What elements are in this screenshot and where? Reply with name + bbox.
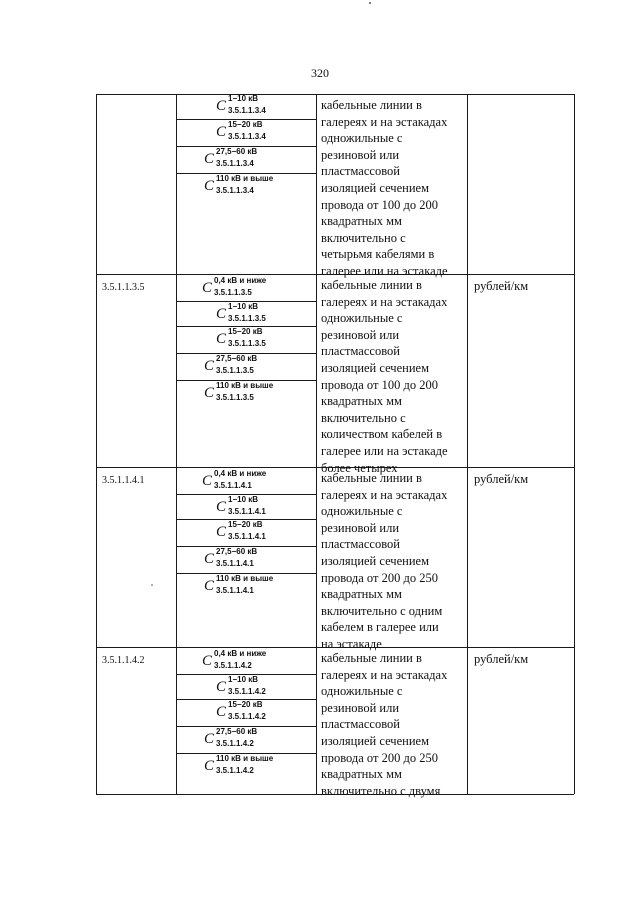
voltage-symbol bbox=[204, 755, 304, 779]
symbol-c: C bbox=[216, 306, 227, 322]
row-description bbox=[321, 97, 467, 280]
scan-speck bbox=[369, 2, 371, 4]
description-line: резиновой или bbox=[321, 327, 400, 342]
description-line: изоляцией сечением bbox=[321, 733, 429, 748]
symbol-subscript: 3.5.1.1.3.5 bbox=[214, 288, 252, 297]
symbol-superscript: 1−10 кВ bbox=[228, 94, 259, 103]
symbol-superscript: 27,5−60 кВ bbox=[216, 547, 258, 556]
symbol-subscript: 3.5.1.1.3.5 bbox=[216, 366, 254, 375]
symbol-subscript: 3.5.1.1.3.4 bbox=[216, 186, 254, 195]
row-unit: рублей/км bbox=[474, 472, 529, 486]
symbol-c: C bbox=[204, 731, 215, 747]
voltage-symbol bbox=[216, 496, 316, 520]
symbol-subscript: 3.5.1.1.3.4 bbox=[228, 132, 266, 141]
voltage-symbol bbox=[204, 548, 304, 572]
description-line: более четырех bbox=[321, 460, 398, 475]
description-line: включительно с двумя bbox=[321, 783, 441, 798]
description-line: одножильные с bbox=[321, 504, 403, 519]
row-description bbox=[321, 470, 467, 653]
description-line: квадратных мм bbox=[321, 587, 402, 602]
symbol-superscript: 27,5−60 кВ bbox=[216, 147, 258, 156]
row-description bbox=[321, 650, 467, 799]
description-line: четырьмя кабелями в bbox=[321, 247, 435, 262]
voltage-symbol bbox=[216, 701, 316, 725]
table-column-line bbox=[176, 94, 177, 794]
description-line: резиновой или bbox=[321, 520, 400, 535]
voltage-symbol bbox=[216, 95, 316, 119]
voltage-symbol bbox=[216, 121, 316, 145]
tariff-table bbox=[96, 94, 574, 798]
symbol-superscript: 15−20 кВ bbox=[228, 120, 263, 129]
description-line: кабельные линии в bbox=[321, 98, 422, 112]
description-line: пластмассовой bbox=[321, 164, 400, 179]
description-line: галереях и на эстакадах bbox=[321, 487, 448, 502]
description-line: включительно с одним bbox=[321, 603, 443, 618]
description-line: галереях и на эстакадах bbox=[321, 114, 448, 129]
symbol-superscript: 15−20 кВ bbox=[228, 700, 263, 709]
page-number: 320 bbox=[311, 66, 329, 80]
symbol-c: C bbox=[202, 653, 213, 669]
description-line: галереях и на эстакадах bbox=[321, 294, 448, 309]
symbol-superscript: 27,5−60 кВ bbox=[216, 354, 258, 363]
symbol-c: C bbox=[216, 331, 227, 347]
description-line: на эстакаде bbox=[321, 636, 382, 651]
symbol-superscript: 110 кВ и выше bbox=[216, 754, 274, 763]
symbol-c: C bbox=[204, 151, 215, 167]
description-line: пластмассовой bbox=[321, 717, 400, 732]
description-line: пластмассовой bbox=[321, 344, 400, 359]
voltage-symbol bbox=[202, 277, 302, 301]
symbol-c: C bbox=[216, 98, 227, 114]
symbol-c: C bbox=[204, 385, 215, 401]
table-column-line bbox=[574, 94, 575, 794]
symbol-c: C bbox=[216, 524, 227, 540]
symbol-superscript: 15−20 кВ bbox=[228, 327, 263, 336]
symbol-c: C bbox=[204, 358, 215, 374]
symbol-superscript: 0,4 кВ и ниже bbox=[214, 276, 267, 285]
description-line: провода от 100 до 200 bbox=[321, 377, 438, 392]
description-line: провода от 200 до 250 bbox=[321, 750, 438, 765]
symbol-subscript: 3.5.1.1.3.4 bbox=[228, 106, 266, 115]
description-line: одножильные с bbox=[321, 311, 403, 326]
symbol-c: C bbox=[204, 758, 215, 774]
symbol-subscript: 3.5.1.1.4.2 bbox=[228, 712, 266, 721]
voltage-symbol bbox=[204, 575, 304, 599]
description-line: галерее или на эстакаде bbox=[321, 443, 448, 458]
description-line: количеством кабелей в bbox=[321, 427, 443, 442]
description-line: резиновой или bbox=[321, 700, 400, 715]
symbol-superscript: 1−10 кВ bbox=[228, 302, 259, 311]
description-line: резиновой или bbox=[321, 147, 400, 162]
voltage-symbol bbox=[204, 148, 304, 172]
symbol-superscript: 1−10 кВ bbox=[228, 675, 259, 684]
symbol-subscript: 3.5.1.1.4.1 bbox=[228, 507, 266, 516]
description-line: одножильные с bbox=[321, 684, 403, 699]
description-line: квадратных мм bbox=[321, 214, 402, 229]
symbol-superscript: 110 кВ и выше bbox=[216, 574, 274, 583]
symbol-c: C bbox=[216, 679, 227, 695]
description-line: включительно с bbox=[321, 230, 406, 245]
voltage-symbol bbox=[204, 728, 304, 752]
description-line: провода от 100 до 200 bbox=[321, 197, 438, 212]
table-column-line bbox=[96, 94, 97, 794]
description-line: изоляцией сечением bbox=[321, 360, 429, 375]
symbol-c: C bbox=[216, 499, 227, 515]
description-line: галерее или на эстакаде bbox=[321, 263, 448, 278]
description-line: включительно с bbox=[321, 410, 406, 425]
symbol-subscript: 3.5.1.1.4.1 bbox=[216, 586, 254, 595]
description-line: кабелем в галерее или bbox=[321, 620, 439, 635]
symbol-superscript: 1−10 кВ bbox=[228, 495, 259, 504]
symbol-subscript: 3.5.1.1.3.5 bbox=[228, 339, 266, 348]
row-unit: рублей/км bbox=[474, 279, 529, 293]
table-row-line bbox=[96, 94, 574, 95]
symbol-subscript: 3.5.1.1.4.2 bbox=[214, 661, 252, 670]
description-line: галереях и на эстакадах bbox=[321, 667, 448, 682]
row-unit: рублей/км bbox=[474, 652, 529, 666]
table-column-line bbox=[316, 94, 317, 794]
symbol-superscript: 15−20 кВ bbox=[228, 520, 263, 529]
description-line: кабельные линии в bbox=[321, 278, 422, 292]
description-line: пластмассовой bbox=[321, 537, 400, 552]
symbol-superscript: 110 кВ и выше bbox=[216, 381, 274, 390]
symbol-superscript: 0,4 кВ и ниже bbox=[214, 469, 267, 478]
description-line: изоляцией сечением bbox=[321, 553, 429, 568]
voltage-symbol bbox=[204, 382, 304, 406]
symbol-c: C bbox=[216, 704, 227, 720]
symbol-subscript: 3.5.1.1.4.2 bbox=[228, 687, 266, 696]
symbol-c: C bbox=[204, 578, 215, 594]
description-line: провода от 200 до 250 bbox=[321, 570, 438, 585]
row-description bbox=[321, 277, 467, 476]
symbol-subscript: 3.5.1.1.4.1 bbox=[214, 481, 252, 490]
symbol-c: C bbox=[204, 551, 215, 567]
symbol-c: C bbox=[202, 473, 213, 489]
row-code: 3.5.1.1.4.1 bbox=[102, 475, 145, 486]
symbol-subscript: 3.5.1.1.4.1 bbox=[228, 532, 266, 541]
voltage-symbol bbox=[216, 328, 316, 352]
symbol-subscript: 3.5.1.1.4.1 bbox=[216, 559, 254, 568]
description-line: кабельные линии в bbox=[321, 651, 422, 665]
symbol-superscript: 110 кВ и выше bbox=[216, 174, 274, 183]
symbol-subscript: 3.5.1.1.3.4 bbox=[216, 159, 254, 168]
voltage-symbol bbox=[202, 470, 302, 494]
symbol-subscript: 3.5.1.1.3.5 bbox=[216, 393, 254, 402]
description-line: одножильные с bbox=[321, 131, 403, 146]
symbol-c: C bbox=[204, 178, 215, 194]
description-line: квадратных мм bbox=[321, 394, 402, 409]
row-code: 3.5.1.1.4.2 bbox=[102, 655, 145, 666]
symbol-subscript: 3.5.1.1.4.2 bbox=[216, 739, 254, 748]
voltage-symbol bbox=[216, 676, 316, 700]
voltage-symbol bbox=[202, 650, 302, 674]
symbol-c: C bbox=[216, 124, 227, 140]
voltage-symbol bbox=[216, 303, 316, 327]
symbol-superscript: 27,5−60 кВ bbox=[216, 727, 258, 736]
symbol-subscript: 3.5.1.1.3.5 bbox=[228, 314, 266, 323]
description-line: квадратных мм bbox=[321, 767, 402, 782]
symbol-c: C bbox=[202, 280, 213, 296]
description-line: изоляцией сечением bbox=[321, 180, 429, 195]
symbol-superscript: 0,4 кВ и ниже bbox=[214, 649, 267, 658]
voltage-symbol bbox=[204, 355, 304, 379]
table-column-line bbox=[467, 94, 468, 794]
voltage-symbol bbox=[204, 175, 304, 199]
row-code: 3.5.1.1.3.5 bbox=[102, 282, 145, 293]
description-line: кабельные линии в bbox=[321, 471, 422, 485]
symbol-subscript: 3.5.1.1.4.2 bbox=[216, 766, 254, 775]
voltage-symbol bbox=[216, 521, 316, 545]
